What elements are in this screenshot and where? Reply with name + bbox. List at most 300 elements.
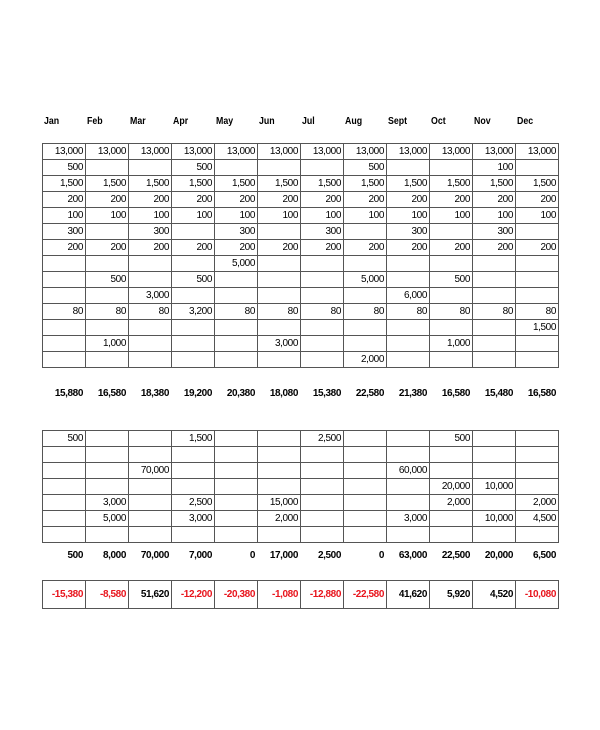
table-cell[interactable]: 200 <box>301 240 344 256</box>
table-cell[interactable] <box>430 224 473 240</box>
table-cell[interactable] <box>215 272 258 288</box>
table-cell[interactable] <box>344 447 387 463</box>
table-cell[interactable]: 200 <box>43 240 86 256</box>
table-row <box>43 527 559 543</box>
table-cell[interactable]: 500 <box>344 160 387 176</box>
total-value: 0 <box>378 550 384 561</box>
table-cell[interactable] <box>387 479 430 495</box>
table-cell[interactable]: 100 <box>43 208 86 224</box>
table-cell[interactable] <box>430 447 473 463</box>
table-cell[interactable]: 80 <box>430 304 473 320</box>
table-cell[interactable]: 1,500 <box>387 176 430 192</box>
table-cell[interactable]: 2,500 <box>301 431 344 447</box>
table-cell[interactable]: 200 <box>344 192 387 208</box>
table-cell[interactable]: 2,500 <box>172 495 215 511</box>
table-cell[interactable]: 200 <box>258 240 301 256</box>
net-value[interactable]: -8,580 <box>86 581 129 609</box>
table-cell[interactable] <box>516 479 559 495</box>
table-cell[interactable] <box>344 495 387 511</box>
net-value[interactable]: 4,520 <box>473 581 516 609</box>
table-cell[interactable]: 200 <box>215 192 258 208</box>
table-cell[interactable] <box>473 336 516 352</box>
table-cell[interactable] <box>430 320 473 336</box>
table-cell[interactable] <box>215 320 258 336</box>
table-cell[interactable] <box>215 160 258 176</box>
table-cell[interactable]: 100 <box>516 208 559 224</box>
table-cell[interactable] <box>301 352 344 368</box>
table-cell[interactable] <box>473 527 516 543</box>
table-cell[interactable] <box>344 288 387 304</box>
table-cell[interactable] <box>430 288 473 304</box>
table-cell[interactable] <box>344 256 387 272</box>
table-cell[interactable] <box>516 431 559 447</box>
table-cell[interactable] <box>129 431 172 447</box>
table-cell[interactable]: 300 <box>129 224 172 240</box>
table-cell[interactable]: 100 <box>301 208 344 224</box>
table-cell[interactable] <box>387 527 430 543</box>
table-cell[interactable] <box>215 352 258 368</box>
table-cell[interactable] <box>301 320 344 336</box>
table-cell[interactable] <box>473 352 516 368</box>
table-cell[interactable]: 200 <box>387 240 430 256</box>
table-cell[interactable]: 200 <box>516 240 559 256</box>
table-cell[interactable]: 13,000 <box>516 144 559 160</box>
table-cell[interactable] <box>172 288 215 304</box>
table-cell[interactable] <box>129 527 172 543</box>
total-value: 16,580 <box>527 388 556 399</box>
table-cell[interactable] <box>516 352 559 368</box>
table-cell[interactable]: 1,000 <box>86 336 129 352</box>
total-value: 18,080 <box>269 388 298 399</box>
table-cell[interactable] <box>344 431 387 447</box>
table-cell[interactable]: 3,000 <box>172 511 215 527</box>
table-cell[interactable]: 5,000 <box>86 511 129 527</box>
table-cell[interactable]: 200 <box>344 240 387 256</box>
net-value[interactable]: 41,620 <box>387 581 430 609</box>
table-cell[interactable] <box>129 447 172 463</box>
table-cell[interactable]: 13,000 <box>86 144 129 160</box>
table-cell[interactable] <box>258 431 301 447</box>
net-value[interactable]: 51,620 <box>129 581 172 609</box>
table-cell[interactable] <box>258 224 301 240</box>
table-cell[interactable]: 80 <box>301 304 344 320</box>
table-cell[interactable]: 200 <box>430 240 473 256</box>
month-label: Jun <box>259 116 275 127</box>
table-cell[interactable]: 13,000 <box>301 144 344 160</box>
table-cell[interactable] <box>387 431 430 447</box>
table-cell[interactable] <box>258 527 301 543</box>
table-cell[interactable] <box>301 527 344 543</box>
table-cell[interactable] <box>301 511 344 527</box>
table-cell[interactable]: 10,000 <box>473 479 516 495</box>
table-cell[interactable] <box>129 352 172 368</box>
table-row <box>43 176 559 192</box>
table-cell[interactable] <box>258 320 301 336</box>
table-row <box>43 431 559 447</box>
table-cell[interactable] <box>215 431 258 447</box>
table-cell[interactable] <box>516 447 559 463</box>
table-cell[interactable] <box>344 511 387 527</box>
table-cell[interactable]: 6,000 <box>387 288 430 304</box>
table-cell[interactable] <box>301 256 344 272</box>
table-cell[interactable] <box>129 479 172 495</box>
net-value[interactable]: -20,380 <box>215 581 258 609</box>
table-cell[interactable]: 200 <box>387 192 430 208</box>
table-cell[interactable] <box>172 224 215 240</box>
table-cell[interactable]: 3,000 <box>258 336 301 352</box>
table-cell[interactable]: 13,000 <box>387 144 430 160</box>
table-cell[interactable] <box>172 256 215 272</box>
table-cell[interactable] <box>215 479 258 495</box>
table-cell[interactable] <box>172 463 215 479</box>
table-cell[interactable]: 80 <box>215 304 258 320</box>
table-cell[interactable]: 1,500 <box>43 176 86 192</box>
table-cell[interactable]: 80 <box>258 304 301 320</box>
table-cell[interactable] <box>86 479 129 495</box>
table-cell[interactable]: 13,000 <box>215 144 258 160</box>
total-value: 21,380 <box>398 388 427 399</box>
table-cell[interactable] <box>43 320 86 336</box>
table-cell[interactable] <box>301 336 344 352</box>
table-cell[interactable] <box>258 463 301 479</box>
table-cell[interactable]: 1,500 <box>172 431 215 447</box>
net-value[interactable]: -10,080 <box>516 581 559 609</box>
table-cell[interactable]: 100 <box>172 208 215 224</box>
net-value[interactable]: -1,080 <box>258 581 301 609</box>
table-cell[interactable]: 200 <box>215 240 258 256</box>
table-row <box>43 479 559 495</box>
table-cell[interactable]: 300 <box>43 224 86 240</box>
table-cell[interactable] <box>172 320 215 336</box>
table-cell[interactable] <box>301 463 344 479</box>
table-row <box>43 304 559 320</box>
table-cell[interactable] <box>430 160 473 176</box>
table-cell[interactable] <box>387 256 430 272</box>
table-cell[interactable]: 500 <box>430 431 473 447</box>
table-cell[interactable] <box>430 511 473 527</box>
table-cell[interactable]: 4,500 <box>516 511 559 527</box>
table-cell[interactable]: 1,500 <box>516 320 559 336</box>
table-cell[interactable]: 3,200 <box>172 304 215 320</box>
table-row <box>43 495 559 511</box>
table-cell[interactable]: 1,500 <box>473 176 516 192</box>
table-cell[interactable] <box>387 336 430 352</box>
table-cell[interactable]: 1,500 <box>258 176 301 192</box>
table-cell[interactable]: 13,000 <box>129 144 172 160</box>
table-cell[interactable] <box>387 320 430 336</box>
table-cell[interactable] <box>86 160 129 176</box>
table-cell[interactable]: 20,000 <box>430 479 473 495</box>
month-label: May <box>216 116 234 127</box>
month-header-row <box>42 116 558 130</box>
table-cell[interactable] <box>516 272 559 288</box>
table-cell[interactable]: 100 <box>344 208 387 224</box>
table-cell[interactable]: 1,500 <box>172 176 215 192</box>
table-cell[interactable] <box>473 256 516 272</box>
table-row <box>43 336 559 352</box>
table-cell[interactable]: 200 <box>86 240 129 256</box>
table-row <box>43 240 559 256</box>
month-label: Feb <box>87 116 103 127</box>
table-cell[interactable] <box>43 479 86 495</box>
table-cell[interactable] <box>258 256 301 272</box>
table-cell[interactable] <box>215 511 258 527</box>
total-value: 500 <box>67 550 83 561</box>
net-value[interactable]: -12,880 <box>301 581 344 609</box>
table-cell[interactable]: 200 <box>258 192 301 208</box>
table-row <box>43 192 559 208</box>
table-cell[interactable] <box>172 479 215 495</box>
table-cell[interactable]: 13,000 <box>473 144 516 160</box>
table-cell[interactable] <box>430 352 473 368</box>
month-label: Oct <box>431 116 446 127</box>
table-cell[interactable] <box>215 463 258 479</box>
total-value: 20,000 <box>484 550 513 561</box>
table-cell[interactable] <box>43 256 86 272</box>
table-cell[interactable] <box>430 463 473 479</box>
table-cell[interactable] <box>129 511 172 527</box>
table-cell[interactable] <box>516 256 559 272</box>
table-cell[interactable] <box>301 160 344 176</box>
table-cell[interactable]: 500 <box>43 160 86 176</box>
total-value: 8,000 <box>102 550 126 561</box>
table-cell[interactable]: 100 <box>86 208 129 224</box>
table-cell[interactable]: 1,500 <box>215 176 258 192</box>
table-cell[interactable] <box>43 352 86 368</box>
table-cell[interactable]: 70,000 <box>129 463 172 479</box>
table-cell[interactable]: 1,500 <box>516 176 559 192</box>
table-cell[interactable] <box>129 336 172 352</box>
total-value: 17,000 <box>269 550 298 561</box>
table-cell[interactable] <box>301 288 344 304</box>
table-cell[interactable]: 500 <box>43 431 86 447</box>
table-cell[interactable] <box>43 288 86 304</box>
total-value: 70,000 <box>140 550 169 561</box>
table-cell[interactable]: 200 <box>473 192 516 208</box>
table-cell[interactable] <box>43 336 86 352</box>
table-cell[interactable] <box>86 463 129 479</box>
table-cell[interactable]: 200 <box>86 192 129 208</box>
table-cell[interactable] <box>301 495 344 511</box>
table-row <box>43 272 559 288</box>
table-cell[interactable] <box>172 447 215 463</box>
table-cell[interactable] <box>172 527 215 543</box>
table-cell[interactable]: 200 <box>473 240 516 256</box>
table-cell[interactable]: 200 <box>516 192 559 208</box>
table-cell[interactable]: 300 <box>215 224 258 240</box>
table-cell[interactable] <box>43 495 86 511</box>
table-cell[interactable] <box>516 288 559 304</box>
table-cell[interactable]: 100 <box>430 208 473 224</box>
table-cell[interactable] <box>258 352 301 368</box>
table-cell[interactable] <box>129 320 172 336</box>
total-value: 20,380 <box>226 388 255 399</box>
table-cell[interactable] <box>86 320 129 336</box>
table-cell[interactable]: 300 <box>301 224 344 240</box>
net-value[interactable]: -22,580 <box>344 581 387 609</box>
table-cell[interactable]: 2,000 <box>344 352 387 368</box>
table-cell[interactable]: 60,000 <box>387 463 430 479</box>
table-cell[interactable] <box>215 447 258 463</box>
total-value: 0 <box>249 550 255 561</box>
table-cell[interactable]: 1,500 <box>344 176 387 192</box>
table-cell[interactable] <box>387 352 430 368</box>
table-cell[interactable] <box>43 272 86 288</box>
table-cell[interactable] <box>129 160 172 176</box>
table-cell[interactable] <box>387 447 430 463</box>
table-cell[interactable]: 80 <box>344 304 387 320</box>
table-cell[interactable]: 10,000 <box>473 511 516 527</box>
table-cell[interactable]: 500 <box>86 272 129 288</box>
table-cell[interactable] <box>172 352 215 368</box>
table-cell[interactable] <box>473 431 516 447</box>
table-cell[interactable]: 2,000 <box>258 511 301 527</box>
table-cell[interactable] <box>258 288 301 304</box>
table-cell[interactable] <box>172 336 215 352</box>
table-cell[interactable] <box>258 160 301 176</box>
table-cell[interactable] <box>387 160 430 176</box>
table-cell[interactable] <box>86 527 129 543</box>
table-cell[interactable] <box>301 272 344 288</box>
table-cell[interactable]: 200 <box>129 192 172 208</box>
table-cell[interactable] <box>430 256 473 272</box>
expense-table <box>42 430 559 543</box>
table-cell[interactable]: 1,000 <box>430 336 473 352</box>
table-cell[interactable]: 13,000 <box>43 144 86 160</box>
table-cell[interactable] <box>516 463 559 479</box>
table-cell[interactable]: 5,000 <box>215 256 258 272</box>
table-row <box>43 511 559 527</box>
table-cell[interactable] <box>473 320 516 336</box>
table-cell[interactable] <box>387 495 430 511</box>
table-cell[interactable]: 13,000 <box>172 144 215 160</box>
total-value: 2,500 <box>317 550 341 561</box>
table-cell[interactable]: 200 <box>172 240 215 256</box>
total-value: 63,000 <box>398 550 427 561</box>
table-cell[interactable]: 80 <box>129 304 172 320</box>
table-cell[interactable]: 3,000 <box>129 288 172 304</box>
table-cell[interactable]: 13,000 <box>430 144 473 160</box>
table-row <box>43 208 559 224</box>
table-cell[interactable]: 200 <box>301 192 344 208</box>
table-cell[interactable] <box>258 272 301 288</box>
table-cell[interactable]: 100 <box>129 208 172 224</box>
table-cell[interactable] <box>86 224 129 240</box>
table-cell[interactable]: 15,000 <box>258 495 301 511</box>
table-cell[interactable] <box>43 527 86 543</box>
table-cell[interactable] <box>473 495 516 511</box>
table-cell[interactable] <box>516 160 559 176</box>
table-cell[interactable] <box>215 288 258 304</box>
table-cell[interactable] <box>129 272 172 288</box>
table-cell[interactable] <box>473 272 516 288</box>
table-cell[interactable]: 200 <box>129 240 172 256</box>
table-cell[interactable] <box>344 479 387 495</box>
table-cell[interactable]: 3,000 <box>387 511 430 527</box>
table-cell[interactable]: 100 <box>387 208 430 224</box>
table-row <box>43 447 559 463</box>
table-cell[interactable]: 500 <box>430 272 473 288</box>
table-cell[interactable] <box>516 336 559 352</box>
table-cell[interactable]: 100 <box>473 208 516 224</box>
table-cell[interactable]: 200 <box>430 192 473 208</box>
table-cell[interactable]: 500 <box>172 160 215 176</box>
income-table <box>42 143 559 368</box>
table-cell[interactable]: 80 <box>387 304 430 320</box>
month-label: Sept <box>388 116 408 127</box>
table-cell[interactable] <box>473 447 516 463</box>
table-cell[interactable]: 1,500 <box>86 176 129 192</box>
table-cell[interactable]: 2,000 <box>430 495 473 511</box>
table-cell[interactable]: 100 <box>258 208 301 224</box>
table-cell[interactable] <box>43 447 86 463</box>
table-cell[interactable]: 13,000 <box>344 144 387 160</box>
table-cell[interactable]: 100 <box>473 160 516 176</box>
table-cell[interactable]: 3,000 <box>86 495 129 511</box>
table-cell[interactable] <box>387 272 430 288</box>
table-cell[interactable]: 100 <box>215 208 258 224</box>
table-cell[interactable] <box>473 463 516 479</box>
table-cell[interactable] <box>516 527 559 543</box>
table-cell[interactable]: 80 <box>86 304 129 320</box>
net-row <box>43 581 559 609</box>
table-cell[interactable] <box>344 463 387 479</box>
table-cell[interactable] <box>86 447 129 463</box>
table-cell[interactable]: 500 <box>172 272 215 288</box>
table-cell[interactable]: 1,500 <box>430 176 473 192</box>
table-cell[interactable]: 80 <box>473 304 516 320</box>
total-value: 18,380 <box>140 388 169 399</box>
table-cell[interactable] <box>430 527 473 543</box>
table-cell[interactable]: 1,500 <box>129 176 172 192</box>
table-cell[interactable]: 2,000 <box>516 495 559 511</box>
table-cell[interactable]: 5,000 <box>344 272 387 288</box>
table-cell[interactable] <box>129 495 172 511</box>
table-cell[interactable] <box>43 511 86 527</box>
table-cell[interactable] <box>516 224 559 240</box>
table-cell[interactable] <box>43 463 86 479</box>
table-cell[interactable] <box>86 256 129 272</box>
table-cell[interactable] <box>301 447 344 463</box>
table-cell[interactable]: 1,500 <box>301 176 344 192</box>
table-cell[interactable]: 13,000 <box>258 144 301 160</box>
table-cell[interactable]: 300 <box>387 224 430 240</box>
table-cell[interactable] <box>344 527 387 543</box>
net-value[interactable]: 5,920 <box>430 581 473 609</box>
net-value[interactable]: -15,380 <box>43 581 86 609</box>
table-cell[interactable] <box>301 479 344 495</box>
net-value[interactable]: -12,200 <box>172 581 215 609</box>
table-cell[interactable] <box>215 495 258 511</box>
table-cell[interactable] <box>344 320 387 336</box>
table-cell[interactable] <box>86 431 129 447</box>
table-cell[interactable] <box>215 336 258 352</box>
table-cell[interactable] <box>344 224 387 240</box>
table-cell[interactable]: 200 <box>172 192 215 208</box>
table-cell[interactable] <box>86 352 129 368</box>
table-cell[interactable] <box>258 479 301 495</box>
table-cell[interactable] <box>86 288 129 304</box>
table-cell[interactable] <box>215 527 258 543</box>
table-cell[interactable] <box>344 336 387 352</box>
table-cell[interactable]: 300 <box>473 224 516 240</box>
table-cell[interactable] <box>129 256 172 272</box>
table-cell[interactable] <box>258 447 301 463</box>
table-cell[interactable]: 200 <box>43 192 86 208</box>
table-cell[interactable]: 80 <box>516 304 559 320</box>
table-cell[interactable] <box>473 288 516 304</box>
table-cell[interactable]: 80 <box>43 304 86 320</box>
